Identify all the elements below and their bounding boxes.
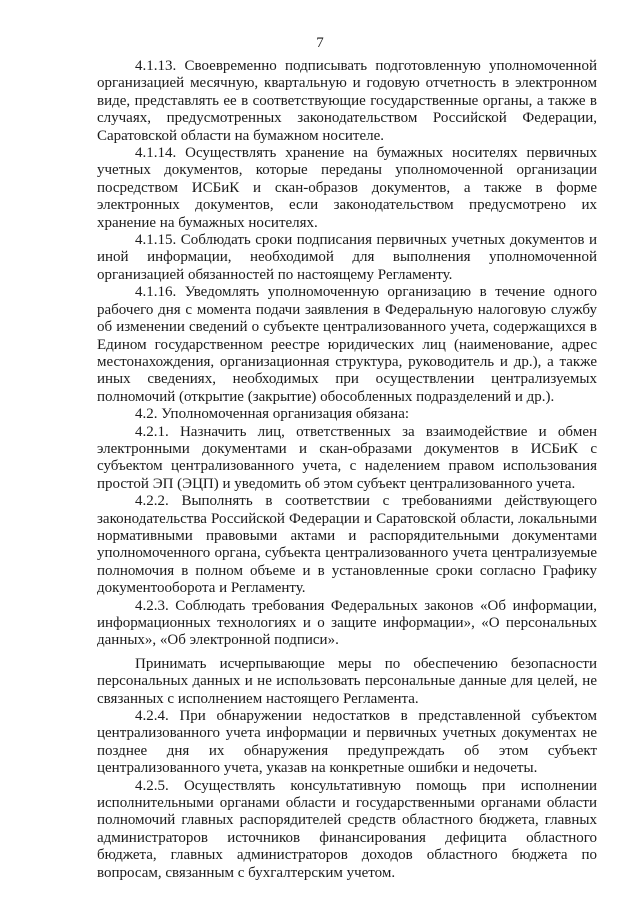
paragraph-personal-data-measures: Принимать исчерпывающие меры по обеспечению безопасности персональных данных и не использовать персональные данные для целей, не связанных с исполнением настоящего Регламента.: [97, 655, 597, 707]
paragraph-4-2-1: 4.2.1. Назначить лиц, ответственных за взаимодействие и обмен электронными документами и скан-образами документов в ИСБиК с субъектом централизованного учета, с наделением правом использования простой ЭП (ЭЦП) и уведомить об этом субъект централизованного учета.: [97, 423, 597, 492]
paragraph-4-2-5: 4.2.5. Осуществлять консультативную помощь при исполнении исполнительными органами области и государственными органами области полномочий главных распорядителей средств областного бюджета, главных администраторов источников финансирования дефицита областного бюджета, главных администраторов доходов областного бюджета по вопросам, связанным с бухгалтерским учетом.: [97, 777, 597, 881]
page-number: 7: [316, 35, 324, 51]
paragraph-4-2: 4.2. Уполномоченная организация обязана:: [135, 406, 410, 423]
paragraph-4-1-14: 4.1.14. Осуществлять хранение на бумажных носителях первичных учетных документов, которые переданы уполномоченной организации посредством ИСБиК и скан-образов документов, а также в форме электронных документов, если законодательством предусмотрено их хранение на бумажных носителях.: [97, 145, 597, 231]
paragraph-4-2-4: 4.2.4. При обнаружении недостатков в представленной субъектом централизованного учета информации и первичных учетных документах не позднее дня их обнаружения предупреждать об этом субъект централизованного учета, указав на конкретные ошибки и недочеты.: [97, 708, 597, 777]
paragraph-4-1-13: 4.1.13. Своевременно подписывать подготовленную уполномоченной организацией месячную, квартальную и годовую отчетность в электронном виде, представлять ее в соответствующие государственные органы, а также в случаях, предусмотренных законодательством Российской Федерации, Саратовской области на бумажном носителе.: [97, 58, 597, 144]
paragraph-4-1-15: 4.1.15. Соблюдать сроки подписания первичных учетных документов и иной информации, необходимой для выполнения уполномоченной организацией обязанностей по настоящему Регламенту.: [97, 232, 597, 283]
document-body: [97, 58, 597, 882]
paragraph-4-1-16: 4.1.16. Уведомлять уполномоченную организацию в течение одного рабочего дня с момента подачи заявления в Федеральную налоговую службу об изменении сведений о субъекте централизованного учета, содержащихся в Едином государственном реестре юридических лиц (наименование, адрес местонахождения, организационная структура, руководитель и др.), а также иных сведениях, необходимых при осуществлении централизуемых полномочий (открытие (закрытие) обособленных подразделений и др.).: [97, 284, 597, 405]
paragraph-4-2-2: 4.2.2. Выполнять в соответствии с требованиями действующего законодательства Российской Федерации и Саратовской области, локальными нормативными правовыми актами и распорядительными документами уполномоченного органа, субъекта централизованного учета централизуемые полномочия в полном объеме и в установленные сроки согласно Графику документооборота и Регламенту.: [97, 493, 597, 597]
paragraph-4-2-3: 4.2.3. Соблюдать требования Федеральных законов «Об информации, информационных технологиях и о защите информации», «О персональных данных», «Об электронной подписи».: [97, 597, 597, 649]
